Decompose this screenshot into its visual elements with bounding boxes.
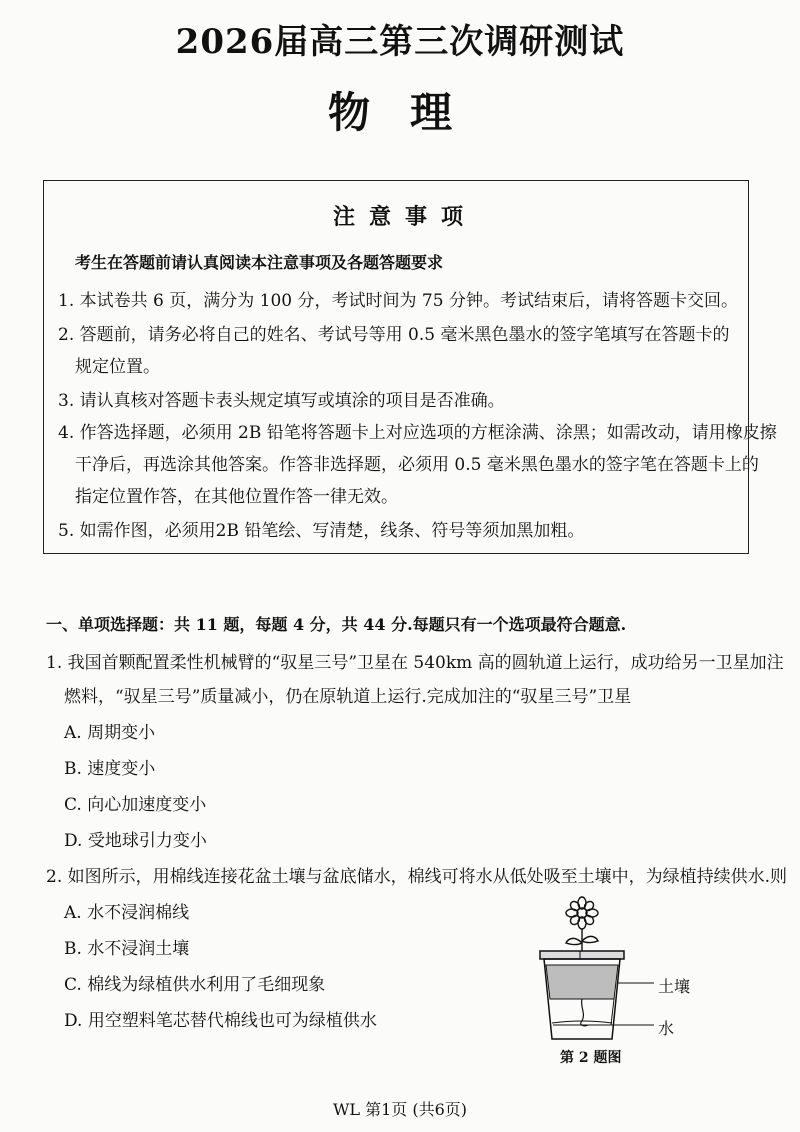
question-2-option-b: B. 水不浸润土壤 [64, 939, 190, 959]
figure-caption: 第 2 题图 [560, 1050, 622, 1066]
question-1-option-a: A. 周期变小 [64, 723, 156, 743]
question-2-option-c: C. 棉线为绿植供水利用了毛细现象 [64, 975, 326, 995]
notice-title: 注意事项 [332, 204, 477, 230]
subject-title: 物理 [327, 88, 492, 137]
notice-intro: 考生在答题前请认真阅读本注意事项及各题答题要求 [75, 253, 444, 272]
question-1-option-c: C. 向心加速度变小 [64, 795, 207, 815]
figure-label-soil: 土壤 [658, 977, 691, 996]
question-1-stem-line: 燃料，“驭星三号”质量减小，仍在原轨道上运行.完成加注的“驭星三号”卫星 [64, 687, 632, 707]
page-footer: WL 第1页 (共6页) [332, 1100, 468, 1119]
notice-line: 5. 如需作图，必须用2B 铅笔绘、写清楚，线条、符号等须加黑加粗。 [58, 521, 585, 541]
notice-line: 4. 作答选择题，必须用 2B 铅笔将答题卡上对应选项的方框涂满、涂黑；如需改动，请用橡皮擦 [58, 423, 777, 443]
question-2-option-d: D. 用空塑料笔芯替代棉线也可为绿植供水 [64, 1011, 377, 1031]
notice-line: 规定位置。 [75, 357, 160, 377]
figure-label-water: 水 [658, 1019, 675, 1038]
question-1-stem-line: 1. 我国首颗配置柔性机械臂的“驭星三号”卫星在 540km 高的圆轨道上运行，成功给另一卫星加注 [46, 653, 784, 673]
exam-title: 2026届高三第三次调研测试 [175, 22, 625, 62]
notice-line: 2. 答题前，请务必将自己的姓名、考试号等用 0.5 毫米黑色墨水的签字笔填写在答题卡的 [58, 325, 730, 345]
notice-line: 3. 请认真核对答题卡表头规定填写或填涂的项目是否准确。 [58, 391, 505, 411]
flower-icon [566, 897, 598, 953]
question-1-option-b: B. 速度变小 [64, 759, 156, 779]
pot-shape [540, 951, 624, 1039]
notice-line: 干净后，再选涂其他答案。作答非选择题，必须用 0.5 毫米黑色墨水的签字笔在答题卡上的 [75, 455, 759, 475]
notice-line: 1. 本试卷共 6 页，满分为 100 分，考试时间为 75 分钟。考试结束后，请将答题卡交回。 [58, 291, 738, 311]
question-2-option-a: A. 水不浸润棉线 [64, 903, 190, 923]
notice-line: 指定位置作答，在其他位置作答一律无效。 [75, 487, 398, 507]
question-1-option-d: D. 受地球引力变小 [64, 831, 207, 851]
question-2-stem-line: 2. 如图所示，用棉线连接花盆土壤与盆底储水，棉线可将水从低处吸至土壤中，为绿植持续供水.则 [46, 867, 788, 887]
section-heading: 一、单项选择题：共 11 题，每题 4 分，共 44 分.每题只有一个选项最符合题意. [46, 615, 627, 634]
